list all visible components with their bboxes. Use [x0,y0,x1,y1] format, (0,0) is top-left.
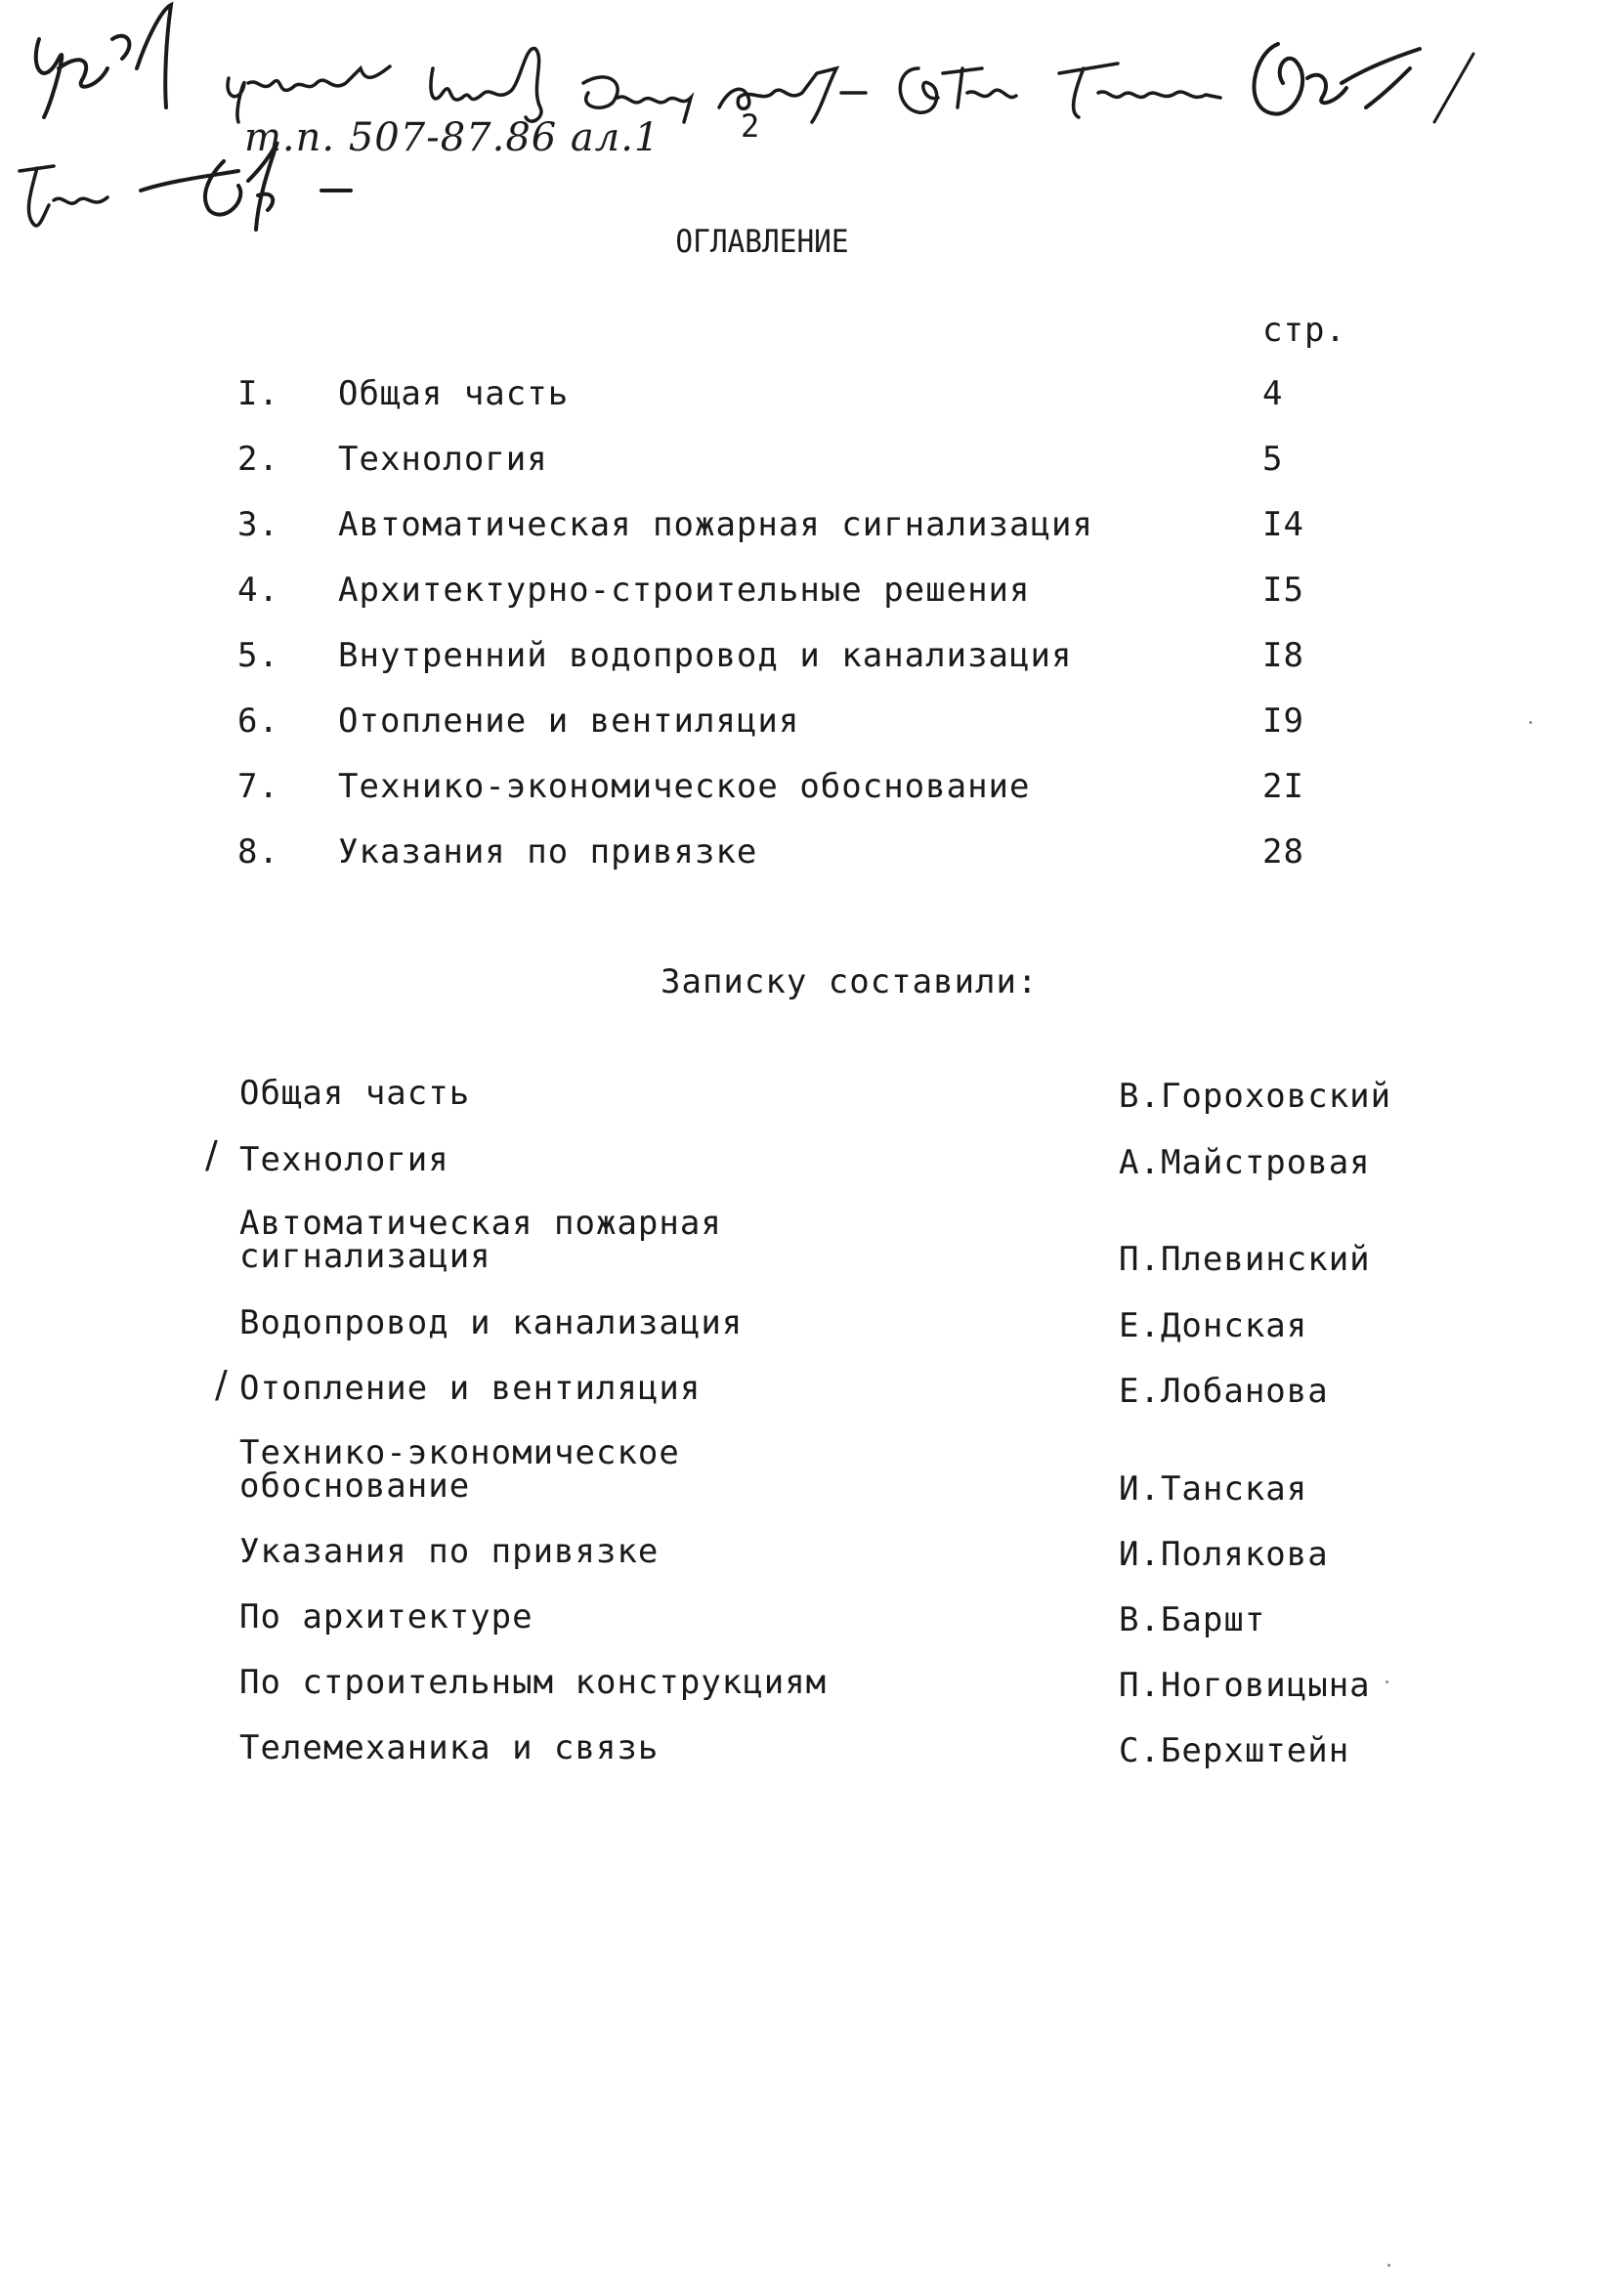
toc-item-page: 2I [1262,767,1304,806]
toc-item-page: I8 [1262,636,1304,675]
toc-item-page: I5 [1262,571,1304,610]
toc-item-number: 7. [237,767,279,806]
toc-item-number: 2. [237,440,279,479]
toc-item-page: 5 [1262,440,1284,479]
toc-row [0,374,1620,423]
author-name: Е.Лобанова [1119,1372,1329,1411]
toc-title: ОГЛАВЛЕНИЕ [675,223,849,260]
page-number: 2 [741,107,760,145]
authors-heading: Записку составили: [661,962,1039,1001]
toc-row [0,505,1620,554]
toc-item-title: Технико-экономическое обоснование [338,767,1031,806]
author-section: По строительным конструкциям [239,1663,828,1702]
document-code-handwritten: т.п. 507-87.86 ал.1 [244,115,661,160]
author-name: П.Плевинский [1119,1240,1371,1279]
author-section: Технология [239,1140,449,1179]
scan-speck [1387,2264,1390,2267]
toc-item-page: I4 [1262,505,1304,544]
toc-item-page: 4 [1262,374,1284,413]
author-section: Водопровод и канализация [239,1303,744,1342]
signature-plevinsky [418,34,565,127]
author-name: Е.Донская [1119,1306,1308,1345]
signature-polyakova [1040,54,1235,127]
toc-item-page: I9 [1262,702,1304,741]
author-section: Автоматическая пожарная сигнализация [239,1204,722,1276]
author-section: Телемеханика и связь [239,1728,660,1767]
author-name: И.Полякова [1119,1535,1329,1574]
author-section: Общая часть [239,1074,471,1113]
toc-item-title: Технология [338,440,548,479]
toc-item-title: Отопление и вентиляция [338,702,800,741]
signature-tanskaya [889,49,1036,127]
toc-item-number: 5. [237,636,279,675]
toc-item-title: Общая часть [338,374,570,413]
toc-row [0,440,1620,489]
author-name: А.Майстровая [1119,1143,1371,1182]
toc-item-number: 4. [237,571,279,610]
toc-row [0,636,1620,685]
signature-lobanova [709,54,885,127]
toc-page-column-label: стр. [1262,311,1346,350]
toc-row [0,767,1620,816]
author-section: Отопление и вентиляция [239,1369,702,1408]
toc-item-number: 6. [237,702,279,741]
margin-slash-mark: / [205,1133,218,1176]
author-section: По архитектуре [239,1597,533,1637]
toc-item-title: Архитектурно-строительные решения [338,571,1031,610]
author-section: Технико-экономическое обоснование [239,1433,680,1506]
author-name: В.Баршт [1119,1600,1266,1639]
scan-speck [1529,721,1532,724]
signature-gorokhovsky [0,0,215,127]
toc-item-title: Указания по привязке [338,832,758,872]
toc-item-page: 28 [1262,832,1304,872]
author-name: В.Гороховский [1119,1077,1392,1116]
scan-speck [1386,1680,1388,1683]
author-section: Указания по привязке [239,1532,660,1571]
toc-row [0,571,1620,619]
author-name: И.Танская [1119,1469,1308,1509]
margin-slash-mark: / [215,1363,228,1406]
toc-item-number: 8. [237,832,279,872]
toc-item-number: 3. [237,505,279,544]
signature-barsht [1239,24,1513,127]
toc-row [0,702,1620,750]
toc-item-title: Внутренний водопровод и канализация [338,636,1073,675]
toc-item-number: I. [237,374,279,413]
author-name: П.Ноговицына [1119,1666,1371,1705]
toc-row [0,832,1620,881]
toc-item-title: Автоматическая пожарная сигнализация [338,505,1093,544]
author-name: С.Берхштейн [1119,1731,1350,1770]
